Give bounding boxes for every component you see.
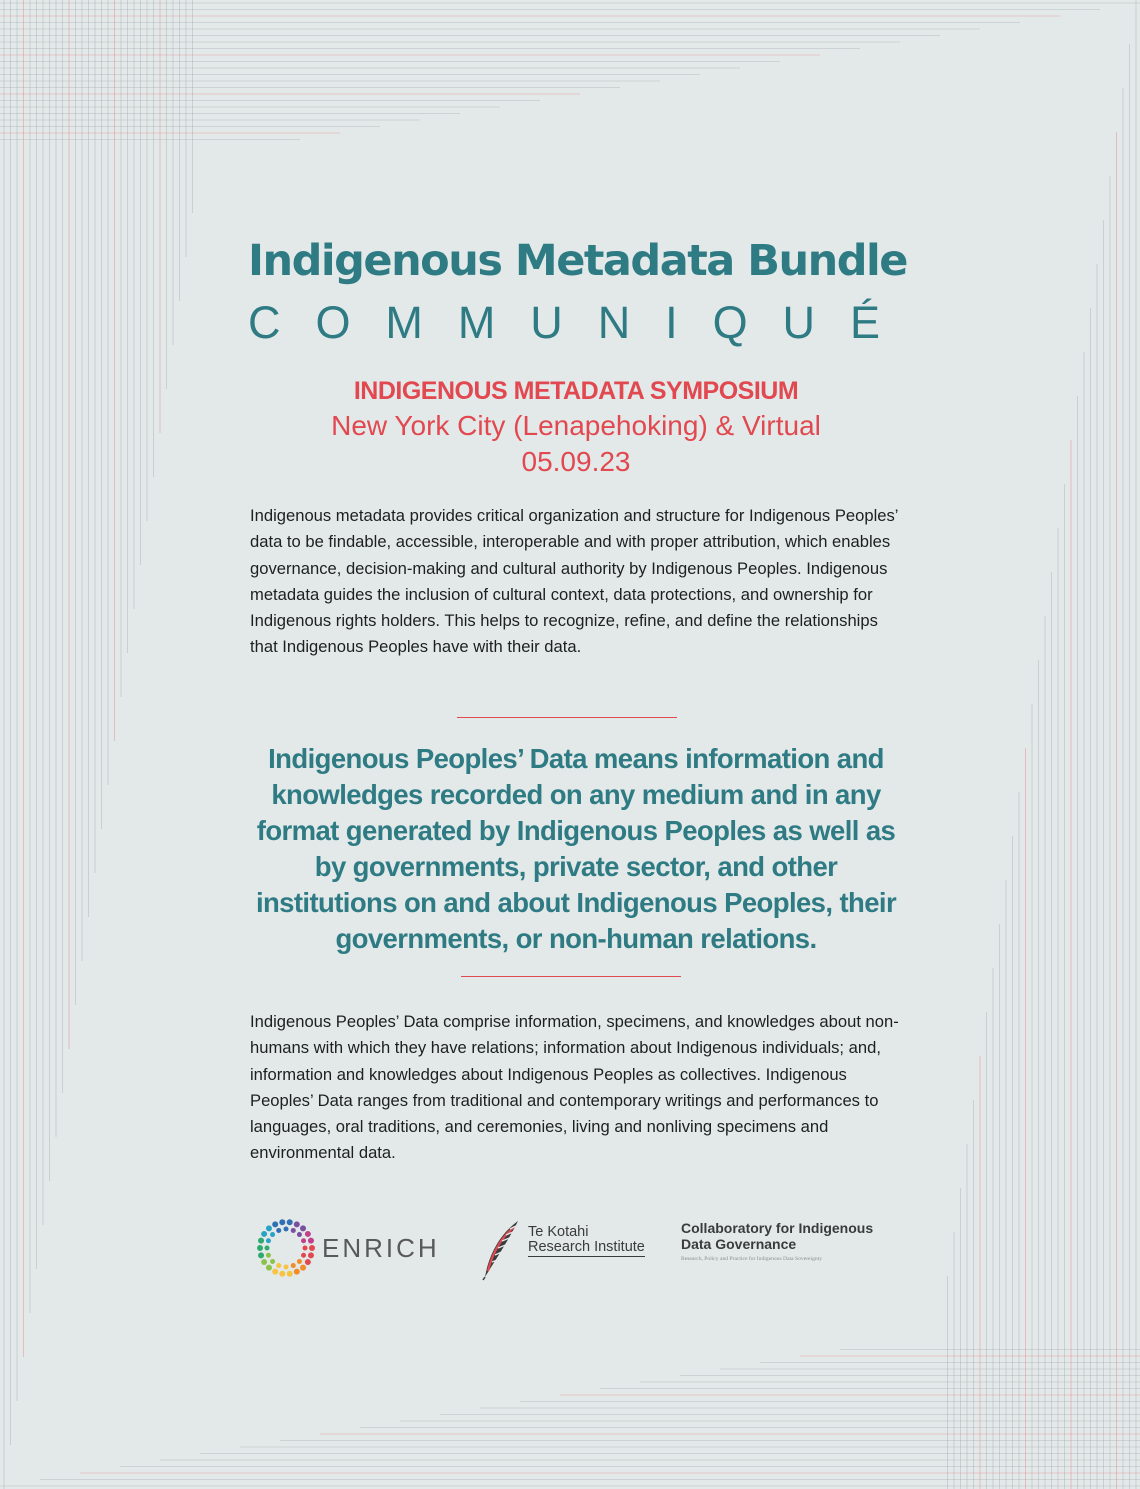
feather-icon bbox=[480, 1219, 524, 1281]
divider-top bbox=[457, 717, 677, 718]
cidg-name-line1: Collaboratory for Indigenous bbox=[681, 1220, 874, 1236]
enrich-wordmark: ENRICH bbox=[322, 1233, 440, 1263]
subtitle-letter: U bbox=[530, 297, 563, 348]
subtitle-letter: U bbox=[782, 297, 816, 348]
subtitle-letter: M bbox=[457, 297, 496, 348]
subtitle-letter: N bbox=[597, 297, 631, 348]
te-kotahi-logo bbox=[480, 1219, 650, 1283]
divider-bottom bbox=[461, 976, 681, 977]
partner-logos bbox=[255, 1215, 895, 1285]
event-date: 05.09.23 bbox=[521, 446, 631, 477]
subtitle-letter: É bbox=[849, 297, 880, 348]
event-place: New York City (Lenapehoking) & Virtual bbox=[331, 410, 821, 441]
enrich-logo bbox=[255, 1215, 440, 1281]
kotahi-name-line1: Te Kotahi bbox=[528, 1224, 589, 1240]
cidg-tagline: Research, Policy and Practice for Indigenous Data Sovereignty bbox=[681, 1256, 823, 1262]
enrich-dots-icon bbox=[255, 1217, 317, 1279]
subtitle-letter: C bbox=[248, 297, 281, 348]
event-info bbox=[250, 374, 902, 480]
subtitle-letter: O bbox=[315, 297, 351, 348]
definition-statement: Indigenous Peoples’ Data means information and knowledges recorded on any medium and in any format generated by Indigenous Peoples as well as by governments, private sector, and other institutions on and about Indigenous Peoples, their governments, or non-human relations. bbox=[255, 743, 897, 954]
communique-subtitle bbox=[248, 296, 880, 350]
subtitle-letter: Q bbox=[712, 297, 748, 348]
intro-paragraph: Indigenous metadata provides critical organization and structure for Indigenous Peoples’ data to be findable, accessible, interoperable and with proper attribution, which enables governance, decision-making and cultural authority by Indigenous Peoples. Indigenous metadata guides the inclusion of cultural context, data protections, and ownership for Indigenous rights holders. This helps to recognize, refine, and define the relationships that Indigenous Peoples have with their data. bbox=[250, 506, 898, 657]
page-title: Indigenous Metadata Bundle bbox=[248, 236, 907, 286]
cidg-logo bbox=[681, 1221, 895, 1281]
event-name: INDIGENOUS METADATA SYMPOSIUM bbox=[353, 377, 799, 405]
subtitle-letter: I bbox=[665, 297, 678, 348]
kotahi-name-line2: Research Institute bbox=[528, 1239, 645, 1255]
description-paragraph: Indigenous Peoples’ Data comprise information, specimens, and knowledges about non-humans with which they have relations; information about Indigenous individuals; and, information and knowledges about Indigenous Peoples as collectives. Indigenous Peoples’ Data ranges from traditional and contemporary writings and performances to languages, oral traditions, and ceremonies, living and nonliving specimens and environmental data. bbox=[250, 1012, 899, 1163]
subtitle-letter: M bbox=[385, 297, 423, 348]
cidg-name-line2: Data Governance bbox=[681, 1235, 797, 1252]
